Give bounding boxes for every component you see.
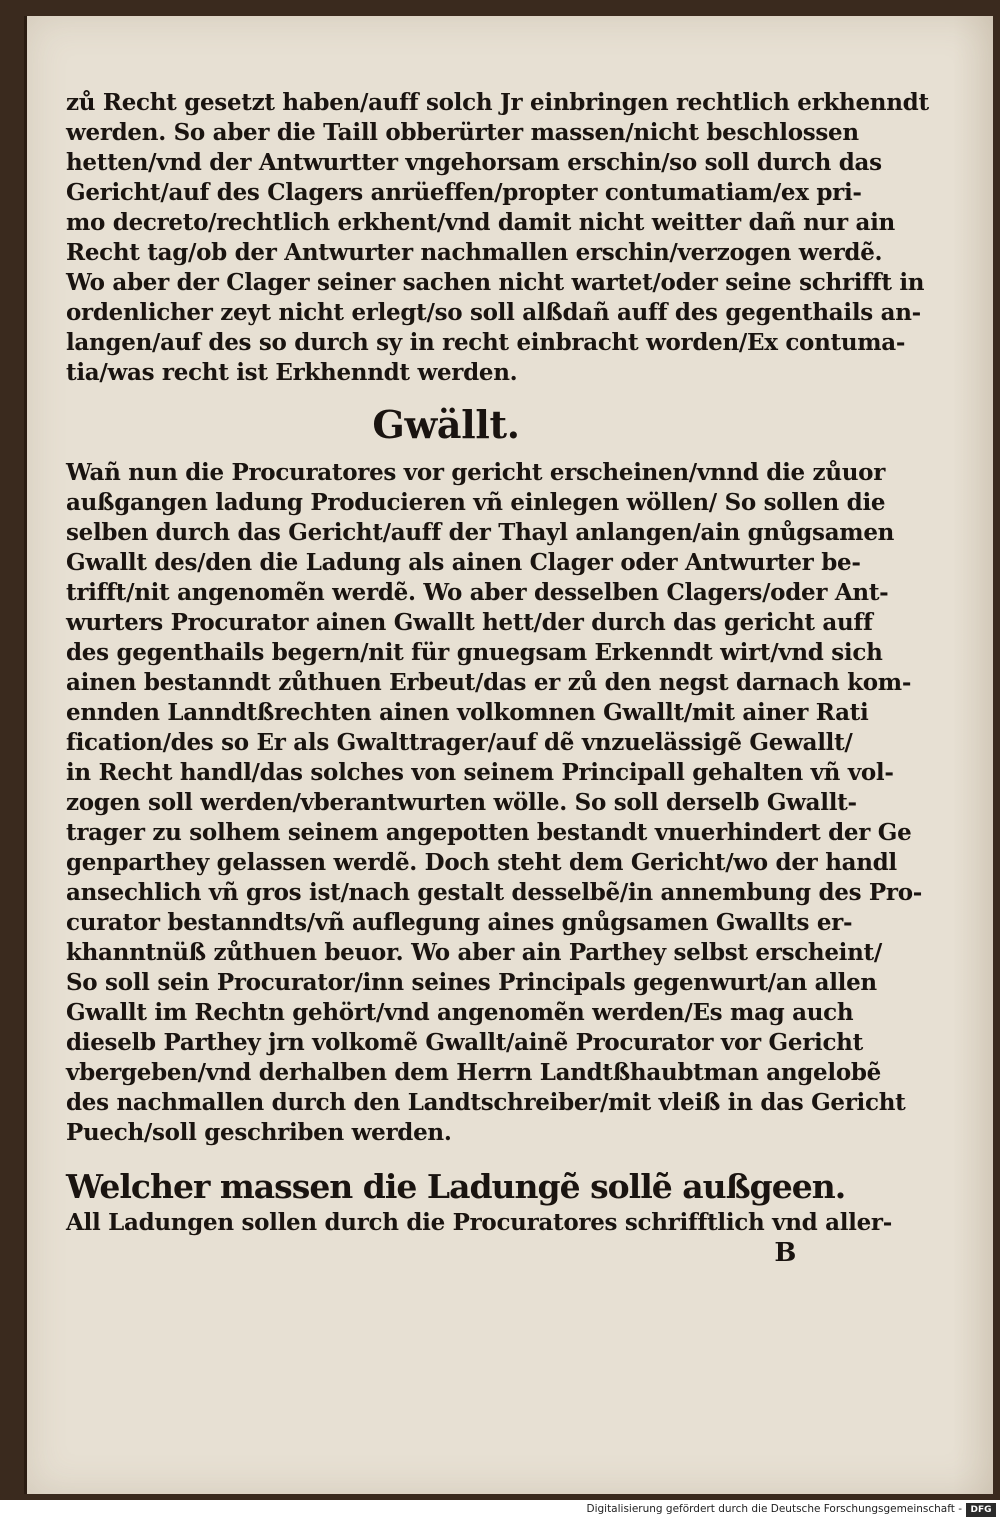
text-line: ordenlicher zeyt nicht erlegt/so soll alßdañ auff des gegenthails an- xyxy=(66,299,921,326)
text-line: dieselb Parthey jrn volkomẽ Gwallt/ainẽ Procurator vor Gericht xyxy=(66,1029,863,1056)
footer-bar xyxy=(0,1500,1000,1521)
dfg-logo-icon: DFG xyxy=(966,1503,996,1517)
text-line: Gericht/auf des Clagers anrüeffen/propter contumatiam/ex pri- xyxy=(66,179,862,206)
text-line: außgangen ladung Producieren vñ einlegen wöllen/ So sollen die xyxy=(66,489,886,516)
text-line: hetten/vnd der Antwurtter vngehorsam erschin/so soll durch das xyxy=(66,149,882,176)
section-heading: Welcher massen die Ladungẽ sollẽ außgeen. xyxy=(66,1167,846,1206)
text-line: ansechlich vñ gros ist/nach gestalt desselbẽ/in annembung des Pro- xyxy=(66,879,923,906)
text-line: So soll sein Procurator/inn seines Principals gegenwurt/an allen xyxy=(66,969,877,996)
text-line: werden. So aber die Taill obberürter massen/nicht beschlossen xyxy=(66,119,859,146)
text-line: zogen soll werden/vberantwurten wölle. So soll derselb Gwallt- xyxy=(66,789,857,816)
paragraph-2 xyxy=(66,458,923,1148)
text-line: des gegenthails begern/nit für gnuegsam Erkenndt wirt/vnd sich xyxy=(66,639,883,666)
page-edge-shading xyxy=(953,16,993,1494)
text-line: selben durch das Gericht/auff der Thayl anlangen/ain gnůgsamen xyxy=(66,519,895,546)
page-text xyxy=(66,88,929,1268)
section-title: Gwällt. xyxy=(372,402,520,447)
text-line: Wañ nun die Procuratores vor gericht erscheinen/vnnd die zůuor xyxy=(66,459,886,486)
text-line: des nachmallen durch den Landtschreiber/mit vleiß in das Gericht xyxy=(66,1089,906,1116)
text-line: All Ladungen sollen durch die Procuratores schrifftlich vnd aller- xyxy=(66,1209,892,1236)
paragraph-3 xyxy=(66,1208,892,1238)
text-line: mo decreto/rechtlich erkhent/vnd damit nicht weitter dañ nur ain xyxy=(66,209,895,236)
text-line: ainen bestanndt zůthuen Erbeut/das er zů den negst darnach kom- xyxy=(66,669,912,696)
text-line: langen/auf des so durch sy in recht einbracht worden/Ex contuma- xyxy=(66,329,906,356)
text-line: zů Recht gesetzt haben/auff solch Jr einbringen rechtlich erkhenndt xyxy=(66,89,929,116)
text-line: Gwallt im Rechtn gehört/vnd angenomẽn werden/Es mag auch xyxy=(66,999,854,1026)
text-line: trifft/nit angenomẽn werdẽ. Wo aber desselben Clagers/oder Ant- xyxy=(66,579,889,606)
text-line: Puech/soll geschriben werden. xyxy=(66,1119,452,1146)
catchword-signature: B xyxy=(774,1238,796,1268)
text-line: fication/des so Er als Gwalttrager/auf dẽ vnzuelässigẽ Gewallt/ xyxy=(66,729,853,756)
text-line: Gwallt des/den die Ladung als ainen Clager oder Antwurter be- xyxy=(66,549,861,576)
text-line: Wo aber der Clager seiner sachen nicht wartet/oder seine schrifft in xyxy=(66,269,925,296)
text-line: genparthey gelassen werdẽ. Doch steht dem Gericht/wo der handl xyxy=(66,849,897,876)
text-line: trager zu solhem seinem angepotten bestandt vnuerhindert der Ge xyxy=(66,819,912,846)
text-line: curator bestanndts/vñ auflegung aines gnůgsamen Gwallts er- xyxy=(66,909,853,936)
text-line: ennden Lanndtßrechten ainen volkomnen Gwallt/mit ainer Rati xyxy=(66,699,869,726)
text-line: tia/was recht ist Erkhenndt werden. xyxy=(66,359,518,386)
text-line: in Recht handl/das solches von seinem Principall gehalten vñ vol- xyxy=(66,759,894,786)
paragraph-1 xyxy=(66,88,929,388)
text-line: wurters Procurator ainen Gwallt hett/der durch das gericht auff xyxy=(66,609,873,636)
text-line: vbergeben/vnd derhalben dem Herrn Landtßhaubtman angelobẽ xyxy=(66,1059,881,1086)
text-line: khanntnüß zůthuen beuor. Wo aber ain Parthey selbst erscheint/ xyxy=(66,939,882,966)
text-line: Recht tag/ob der Antwurter nachmallen erschin/verzogen werdẽ. xyxy=(66,239,883,266)
funding-credit: Digitalisierung gefördert durch die Deutsche Forschungsgemeinschaft - xyxy=(586,1503,962,1515)
